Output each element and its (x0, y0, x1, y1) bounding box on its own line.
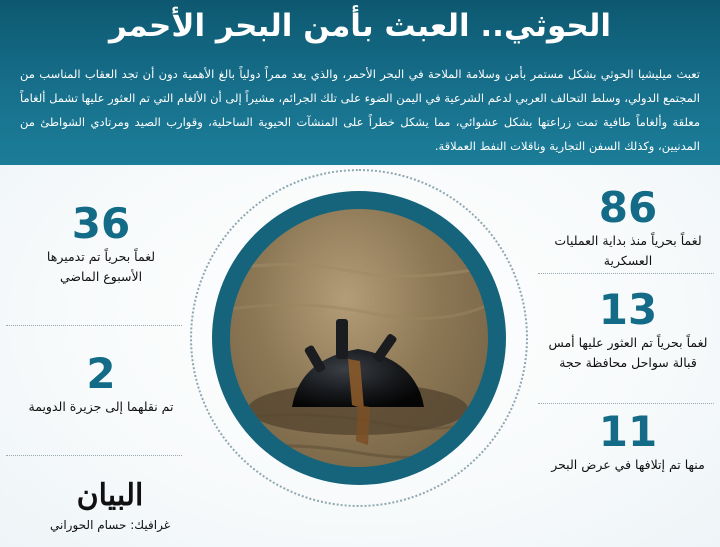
stat-number: 11 (598, 407, 658, 456)
divider-left-2 (6, 455, 182, 456)
stat-mines-found (548, 287, 708, 373)
graphic-credit: غرافيك: حسام الحوراني (50, 518, 170, 532)
stat-mines-destroyed-week (26, 201, 176, 287)
branding (40, 478, 180, 536)
stat-number: 2 (86, 349, 116, 398)
stat-number: 86 (598, 183, 658, 232)
stat-number: 36 (71, 199, 131, 248)
stat-label: تم نقلهما إلى جزيرة الدويمة (28, 399, 174, 414)
mine-chain (356, 405, 370, 445)
stat-mines-destroyed-at-sea (548, 409, 708, 475)
stat-mines-total (548, 185, 708, 271)
divider-left-1 (6, 325, 182, 326)
stat-label: منها تم إتلافها في عرض البحر (551, 457, 705, 472)
page-title: الحوثي.. العبث بأمن البحر الأحمر (108, 8, 612, 44)
divider-right-1 (538, 273, 714, 274)
stat-number: 13 (598, 285, 658, 334)
newspaper-logo: البيان (76, 478, 144, 513)
stat-label: لغماً بحرياً تم العثور عليها أمس قبالة سواحل محافظة حجة (548, 335, 708, 370)
header-banner (0, 0, 720, 165)
stat-label: لغماً بحرياً منذ بداية العمليات العسكرية (554, 233, 702, 268)
stat-mines-transferred (26, 351, 176, 417)
stat-label: لغماً بحرياً تم تدميرها الأسبوع الماضي (46, 249, 156, 284)
mine-horn-top (336, 319, 348, 359)
intro-paragraph: تعبث ميليشيا الحوثي بشكل مستمر بأمن وسلامة الملاحة في البحر الأحمر، والذي يعد ممراً دولياً بالغ الأهمية دون أن تجد العقاب المناسب من المجتمع الدولي، وسلط التحالف العربي لدعم الشرعية في اليمن الضوء على تلك الجرائم، مشيراً إلى أن الألغام التي تم العثور عليها تشمل ألغاماً معلقة وألغاماً طافية تمت زراعتها بشكل عشوائي، مما يشكل خطراً على المنشآت الحيوية الساحلية، وقوارب الصيد ومرتادي الشواطئ من المدنيين، وكذلك السفن التجارية وناقلات النفط العملاقة. (20, 67, 700, 153)
sea-mine-photo (230, 209, 488, 467)
divider-right-2 (538, 403, 714, 404)
sea-mine-illustration (230, 209, 488, 467)
